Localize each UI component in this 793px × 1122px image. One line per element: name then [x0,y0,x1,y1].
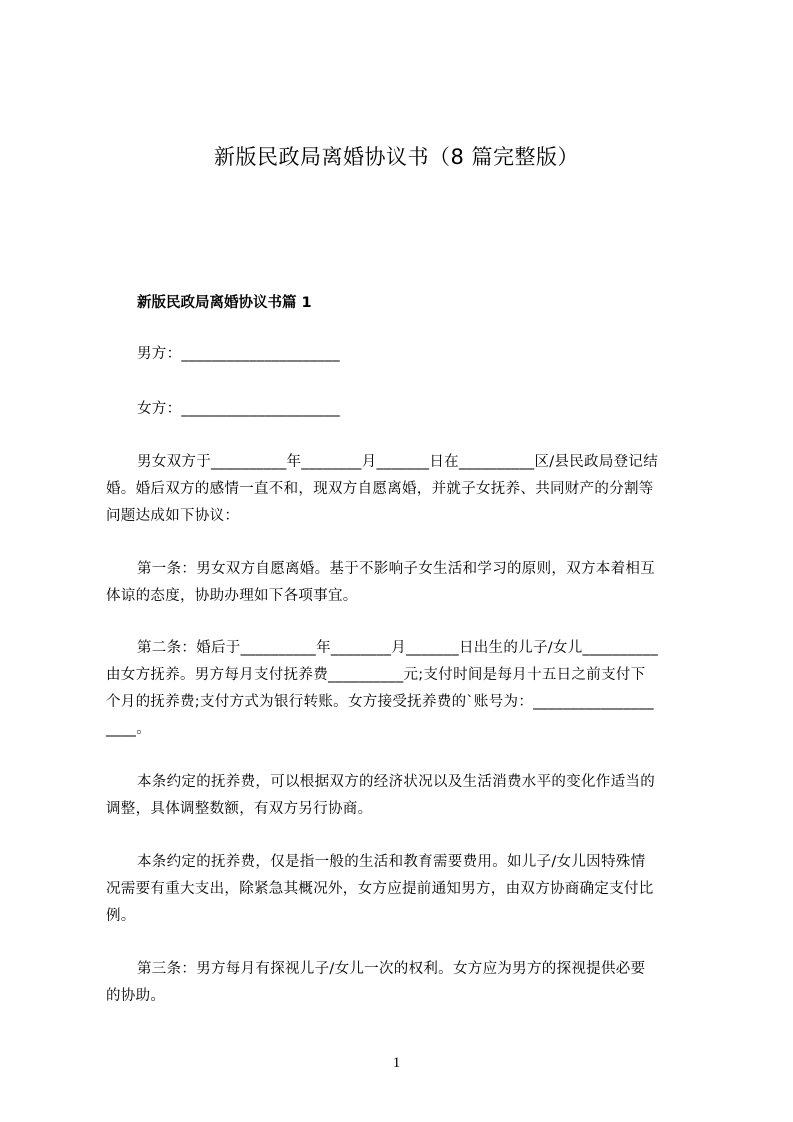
paragraph-line: 的协助。 [106,988,166,1004]
paragraph-line: 第三条：男方每月有探视儿子/女儿一次的权利。女方应为男方的探视提供必要 [137,961,646,977]
female-field: 女方：_____________________ [137,401,340,417]
paragraph-line: 体谅的态度，协助办理如下各项事宜。 [106,588,358,604]
paragraph-line: 况需要有重大支出，除紧急其概况外，女方应提前通知男方，由双方协商确定支付比 [106,881,654,897]
paragraph-line: 问题达成如下协议： [106,508,240,524]
page-number: 1 [392,1055,401,1071]
paragraph-line: 例。 [106,908,136,924]
paragraph-line: 第二条：婚后于__________年________月_______日出生的儿子/女儿__________ [137,640,659,656]
paragraph-line: 由女方抚养。男方每月支付抚养费__________元;支付时间是每月十五日之前支付下 [106,667,646,683]
paragraph-line: 第一条：男女双方自愿离婚。基于不影响子女生活和学习的原则，双方本着相互 [137,561,655,577]
male-field: 男方：_____________________ [137,346,340,362]
page-title: 新版民政局离婚协议书（8 篇完整版） [213,145,580,169]
paragraph-line: 婚。婚后双方的感情一直不和，现双方自愿离婚，并就子女抚养、共同财产的分割等 [106,481,654,497]
paragraph-line: 本条约定的抚养费，仅是指一般的生活和教育需要费用。如儿子/女儿因特殊情 [137,854,646,870]
paragraph-line: ____。 [106,721,151,737]
paragraph-line: 个月的抚养费;支付方式为银行转账。女方接受抚养费的`账号为：________________ [106,694,654,710]
section-heading: 新版民政局离婚协议书篇 1 [137,295,312,311]
paragraph-line: 调整，具体调整数额，有双方另行协商。 [106,801,373,817]
paragraph-line: 本条约定的抚养费，可以根据双方的经济状况以及生活消费水平的变化作适当的 [137,774,655,790]
paragraph-line: 男女双方于__________年________月_______日在__________区/县民政局登记结 [137,454,659,470]
